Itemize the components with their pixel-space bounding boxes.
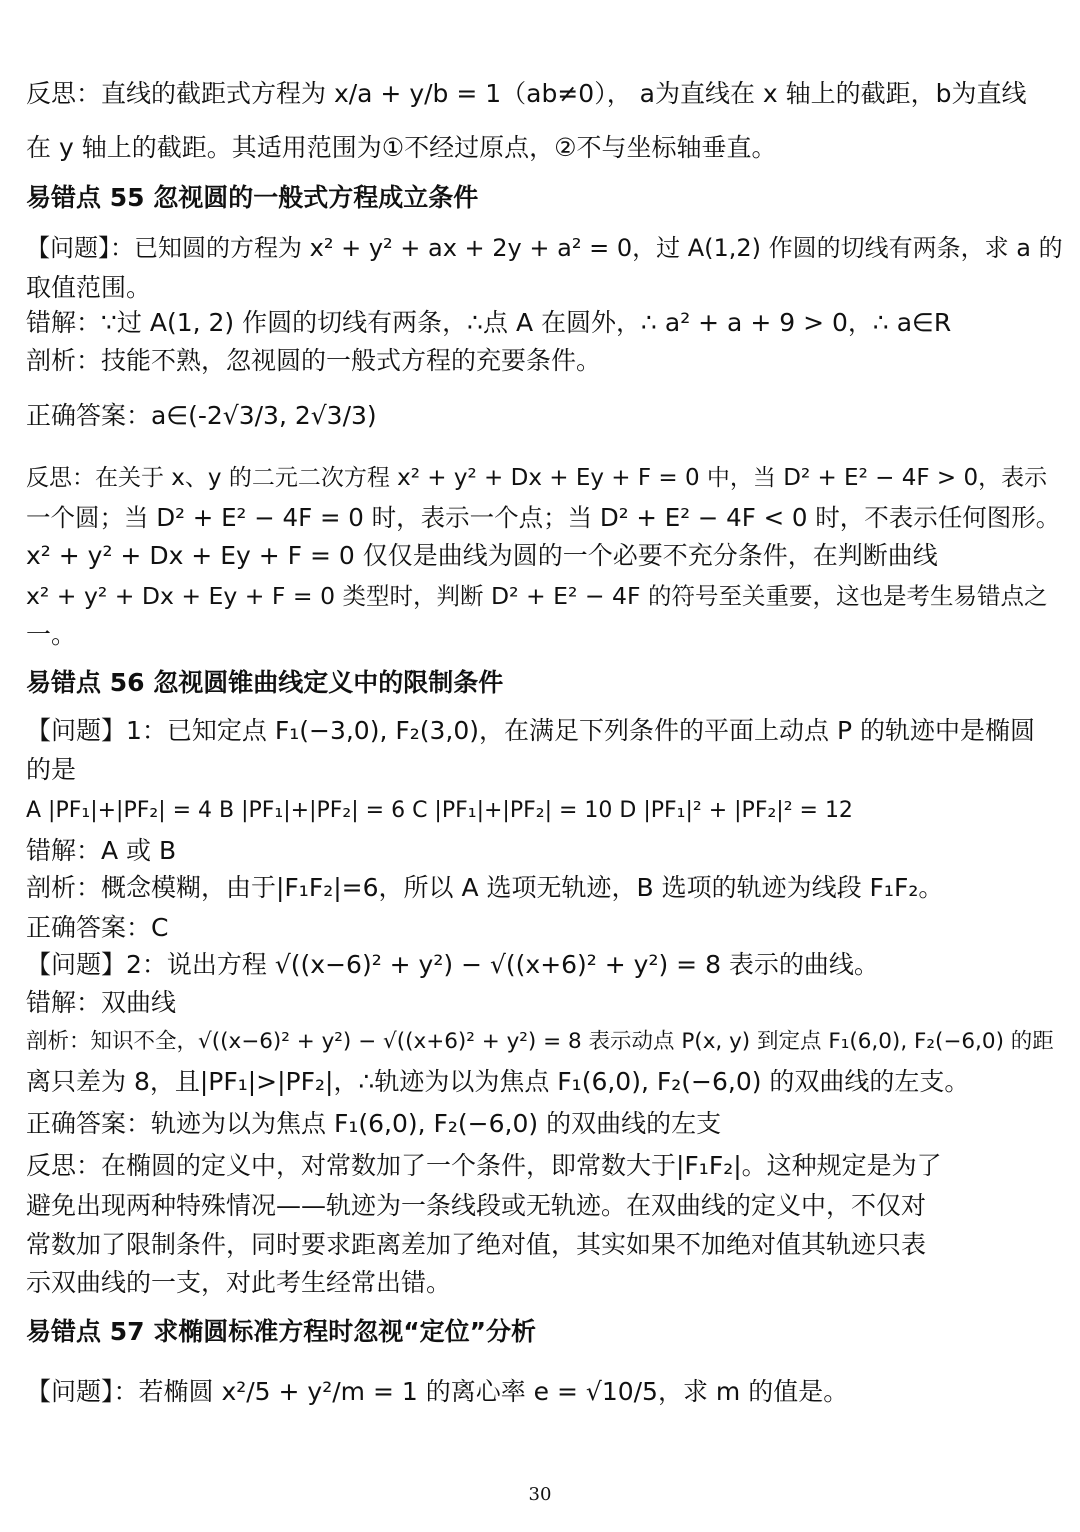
text-line: 剖析：技能不熟，忽视圆的一般式方程的充要条件。 xyxy=(26,346,602,375)
text-line: 一。 xyxy=(26,620,77,649)
text-line: x² + y² + Dx + Ey + F = 0 类型时，判断 D² + E² − 4F 的符号至关重要，这也是考生易错点之 xyxy=(26,582,1048,610)
text-line: 示双曲线的一支，对此考生经常出错。 xyxy=(26,1268,452,1297)
text-line: 【问题】1：已知定点 F₁(−3,0), F₂(3,0)，在满足下列条件的平面上动点 P 的轨迹中是椭圆 xyxy=(26,716,1035,745)
section-heading-55: 易错点 55 忽视圆的一般式方程成立条件 xyxy=(26,183,479,212)
text-line: 一个圆；当 D² + E² − 4F = 0 时，表示一个点；当 D² + E² − 4F < 0 时，不表示任何图形。 xyxy=(26,503,1061,532)
text-line: 的是 xyxy=(26,755,77,784)
text-line: 【问题】：若椭圆 x²/5 + y²/m = 1 的离心率 e = √10/5，求 m 的值是。 xyxy=(26,1377,849,1406)
text-line: 离只差为 8，且|PF₁|>|PF₂|，∴轨迹为以为焦点 F₁(6,0), F₂(−6,0) 的双曲线的左支。 xyxy=(26,1067,970,1096)
options-line: A |PF₁|+|PF₂| = 4 B |PF₁|+|PF₂| = 6 C |PF₁|+|PF₂| = 10 D |PF₁|² + |PF₂|² = 12 xyxy=(26,798,853,823)
section-heading-56: 易错点 56 忽视圆锥曲线定义中的限制条件 xyxy=(26,668,504,697)
text-line: 避免出现两种特殊情况——轨迹为一条线段或无轨迹。在双曲线的定义中，不仅对 xyxy=(26,1191,927,1220)
text-line: 正确答案：轨迹为以为焦点 F₁(6,0), F₂(−6,0) 的双曲线的左支 xyxy=(26,1109,722,1138)
text-line: 取值范围。 xyxy=(26,273,152,302)
text-line: 错解：A 或 B xyxy=(26,836,177,865)
text-line: 正确答案：C xyxy=(26,913,169,942)
text-line: 反思：在关于 x、y 的二元二次方程 x² + y² + Dx + Ey + F = 0 中，当 D² + E² − 4F > 0，表示 xyxy=(26,465,1048,491)
text-line: 正确答案：a∈(-2√3/3, 2√3/3) xyxy=(26,401,377,430)
text-line: 错解：∵过 A(1, 2) 作圆的切线有两条，∴点 A 在圆外，∴ a² + a + 9 > 0，∴ a∈R xyxy=(26,308,952,337)
page-number: 30 xyxy=(528,1484,552,1505)
text-line: 在 y 轴上的截距。其适用范围为①不经过原点，②不与坐标轴垂直。 xyxy=(26,133,777,162)
text-line: 反思：直线的截距式方程为 x/a + y/b = 1（ab≠0）， a为直线在 x 轴上的截距，b为直线 xyxy=(26,79,1027,108)
text-line: 剖析：概念模糊，由于|F₁F₂|=6，所以 A 选项无轨迹，B 选项的轨迹为线段 F₁F₂。 xyxy=(26,873,944,902)
text-line: 常数加了限制条件，同时要求距离差加了绝对值，其实如果不加绝对值其轨迹只表 xyxy=(26,1230,927,1259)
text-line: 【问题】2：说出方程 √((x−6)² + y²) − √((x+6)² + y²) = 8 表示的曲线。 xyxy=(26,950,879,979)
section-heading-57: 易错点 57 求椭圆标准方程时忽视“定位”分析 xyxy=(26,1317,537,1346)
text-line: x² + y² + Dx + Ey + F = 0 仅仅是曲线为圆的一个必要不充分条件，在判断曲线 xyxy=(26,541,938,570)
text-line: 剖析：知识不全，√((x−6)² + y²) − √((x+6)² + y²) = 8 表示动点 P(x, y) 到定点 F₁(6,0), F₂(−6,0) 的距 xyxy=(26,1029,1054,1054)
text-line: 反思：在椭圆的定义中，对常数加了一个条件，即常数大于|F₁F₂|。这种规定是为了 xyxy=(26,1151,942,1180)
text-line: 错解：双曲线 xyxy=(26,988,177,1017)
text-line: 【问题】：已知圆的方程为 x² + y² + ax + 2y + a² = 0，过 A(1,2) 作圆的切线有两条，求 a 的 xyxy=(26,234,1063,262)
